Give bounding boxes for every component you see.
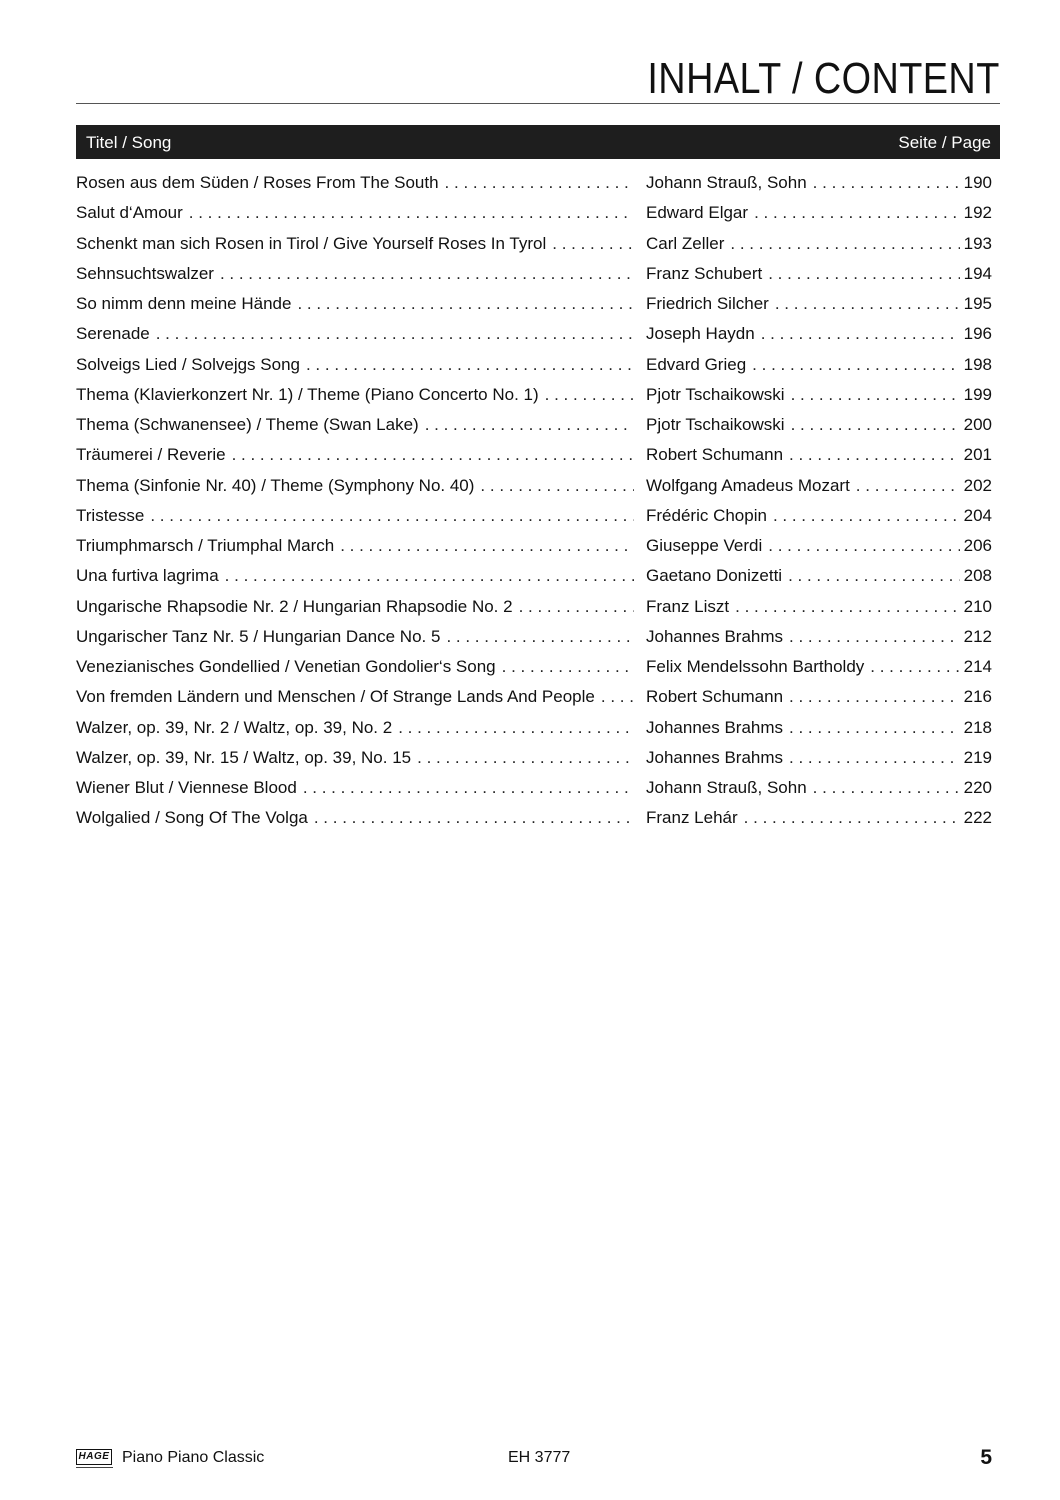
composer-name: Edvard Grieg — [646, 354, 747, 374]
toc-composer-cell — [646, 168, 964, 198]
toc-composer-cell — [646, 410, 964, 440]
dot-leader — [601, 682, 634, 712]
page-footer — [76, 1448, 992, 1470]
toc-title-cell — [76, 198, 638, 228]
dot-leader — [502, 652, 634, 682]
dot-leader — [856, 471, 960, 501]
song-title: Thema (Schwanensee) / Theme (Swan Lake) — [76, 415, 419, 434]
song-title: Walzer, op. 39, Nr. 2 / Waltz, op. 39, No. 2 — [76, 717, 393, 737]
composer-name: Gaetano Donizetti — [646, 566, 783, 586]
dot-leader — [813, 168, 960, 198]
page-number: 216 — [963, 687, 992, 707]
dot-leader — [156, 319, 634, 349]
toc-row — [76, 622, 992, 652]
toc-composer-cell — [646, 380, 964, 410]
toc-row — [76, 350, 992, 380]
toc-title-cell — [76, 229, 638, 259]
title-divider — [76, 103, 1000, 104]
song-title: Wolgalied / Song Of The Volga — [76, 808, 308, 828]
song-title: Träumerei / Reverie — [76, 445, 226, 465]
page-number: 206 — [963, 536, 992, 555]
toc-title-cell — [76, 713, 638, 743]
toc-row — [76, 289, 992, 319]
song-title: Solveigs Lied / Solvejgs Song — [76, 354, 300, 374]
dot-leader — [445, 168, 634, 198]
dot-leader — [789, 682, 960, 712]
composer-name: Giuseppe Verdi — [646, 536, 763, 555]
song-title: Wiener Blut / Viennese Blood — [76, 778, 297, 797]
toc-composer-cell — [646, 319, 964, 349]
dot-leader — [789, 743, 960, 773]
toc-title-cell — [76, 743, 638, 773]
dot-leader — [552, 229, 634, 259]
dot-leader — [761, 319, 960, 349]
toc-title-cell — [76, 440, 638, 470]
song-title: Sehnsuchtswalzer — [76, 263, 214, 283]
dot-leader — [773, 501, 960, 531]
dot-leader — [735, 592, 960, 622]
toc-title-cell — [76, 652, 638, 682]
dot-leader — [425, 410, 634, 440]
dot-leader — [519, 592, 634, 622]
song-title: Walzer, op. 39, Nr. 15 / Waltz, op. 39, No. 15 — [76, 747, 412, 767]
toc-composer-cell — [646, 289, 964, 319]
toc-title-cell — [76, 531, 638, 561]
toc-composer-cell — [646, 743, 964, 773]
page-title: INHALT / CONTENT — [647, 54, 1000, 103]
dot-leader — [813, 773, 960, 803]
toc-composer-cell — [646, 773, 964, 803]
dot-leader — [189, 198, 634, 228]
dot-leader — [744, 803, 960, 833]
column-header-title: Titel / Song — [86, 133, 172, 152]
toc-composer-cell — [646, 803, 964, 833]
toc-title-cell — [76, 289, 638, 319]
toc-composer-cell — [646, 229, 964, 259]
dot-leader — [870, 652, 960, 682]
dot-leader — [789, 713, 960, 743]
composer-name: Johannes Brahms — [646, 717, 784, 737]
toc-composer-cell — [646, 350, 964, 380]
composer-name: Johann Strauß, Sohn — [646, 173, 807, 192]
song-title: Una furtiva lagrima — [76, 566, 219, 586]
page-number: 220 — [963, 778, 992, 797]
composer-name: Johann Strauß, Sohn — [646, 778, 807, 797]
toc-row — [76, 531, 992, 561]
dot-leader — [297, 289, 634, 319]
page-number: 210 — [963, 596, 992, 616]
dot-leader — [768, 259, 960, 289]
song-title: Tristesse — [76, 505, 145, 525]
toc-composer-cell — [646, 531, 964, 561]
page-number: 199 — [963, 384, 992, 404]
footer-book-title: Piano Piano Classic — [122, 1449, 265, 1466]
dot-leader — [789, 440, 960, 470]
toc-composer-cell — [646, 561, 964, 591]
footer-catalog-code: EH 3777 — [508, 1449, 571, 1466]
toc-row — [76, 168, 992, 198]
page-number: 222 — [963, 808, 992, 828]
toc-title-cell — [76, 410, 638, 440]
toc-title-cell — [76, 501, 638, 531]
toc-title-cell — [76, 471, 638, 501]
composer-name: Pjotr Tschaikowski — [646, 384, 785, 404]
toc-title-cell — [76, 773, 638, 803]
song-title: Schenkt man sich Rosen in Tirol / Give Yourself Roses In Tyrol — [76, 233, 547, 253]
dot-leader — [752, 350, 960, 380]
toc-composer-cell — [646, 501, 964, 531]
toc-title-cell — [76, 803, 638, 833]
toc-row — [76, 410, 992, 440]
dot-leader — [232, 440, 634, 470]
toc-composer-cell — [646, 259, 964, 289]
composer-name: Pjotr Tschaikowski — [646, 415, 785, 434]
page-number: 198 — [963, 354, 992, 374]
page-number: 201 — [963, 445, 992, 465]
toc-title-cell — [76, 380, 638, 410]
page-number: 208 — [963, 566, 992, 586]
toc-composer-cell — [646, 622, 964, 652]
toc-row — [76, 803, 992, 833]
column-header-page: Seite / Page — [898, 133, 991, 152]
toc-title-cell — [76, 622, 638, 652]
toc-row — [76, 198, 992, 228]
composer-name: Felix Mendelssohn Bartholdy — [646, 657, 865, 676]
toc-composer-cell — [646, 440, 964, 470]
dot-leader — [340, 531, 634, 561]
dot-leader — [417, 743, 634, 773]
song-title: Salut d‘Amour — [76, 203, 183, 223]
song-title: Rosen aus dem Süden / Roses From The South — [76, 173, 439, 192]
toc-row — [76, 380, 992, 410]
toc-row — [76, 501, 992, 531]
page-number: 192 — [963, 203, 992, 223]
toc-title-cell — [76, 682, 638, 712]
toc-composer-cell — [646, 198, 964, 228]
page-number: 214 — [963, 657, 992, 676]
dot-leader — [398, 713, 634, 743]
dot-leader — [303, 773, 634, 803]
toc-row — [76, 682, 992, 712]
toc-row — [76, 652, 992, 682]
dot-leader — [789, 622, 960, 652]
toc-title-cell — [76, 319, 638, 349]
song-title: So nimm denn meine Hände — [76, 294, 292, 313]
composer-name: Joseph Haydn — [646, 324, 755, 344]
composer-name: Franz Schubert — [646, 263, 763, 283]
dot-leader — [775, 289, 960, 319]
toc-row — [76, 713, 992, 743]
dot-leader — [791, 380, 960, 410]
page-number: 212 — [963, 626, 992, 646]
toc-row — [76, 229, 992, 259]
publisher-logo: HAGE — [76, 1449, 112, 1465]
toc-composer-cell — [646, 471, 964, 501]
composer-name: Robert Schumann — [646, 445, 784, 465]
toc-row — [76, 440, 992, 470]
toc-row — [76, 561, 992, 591]
toc-title-cell — [76, 259, 638, 289]
logo-underline — [76, 1467, 113, 1468]
page-number: 202 — [963, 475, 992, 495]
dot-leader — [314, 803, 634, 833]
toc-composer-cell — [646, 682, 964, 712]
page-number: 190 — [963, 173, 992, 192]
toc-title-cell — [76, 168, 638, 198]
dot-leader — [768, 531, 960, 561]
footer-page-number: 5 — [980, 1446, 992, 1469]
composer-name: Wolfgang Amadeus Mozart — [646, 475, 850, 495]
dot-leader — [480, 471, 634, 501]
composer-name: Friedrich Silcher — [646, 294, 769, 313]
song-title: Serenade — [76, 324, 150, 344]
toc-title-cell — [76, 350, 638, 380]
page-number: 196 — [963, 324, 992, 344]
composer-name: Johannes Brahms — [646, 747, 784, 767]
song-title: Ungarische Rhapsodie Nr. 2 / Hungarian Rhapsodie No. 2 — [76, 596, 513, 616]
dot-leader — [545, 380, 634, 410]
composer-name: Johannes Brahms — [646, 626, 784, 646]
toc-composer-cell — [646, 652, 964, 682]
toc-row — [76, 743, 992, 773]
toc-row — [76, 319, 992, 349]
toc-title-cell — [76, 592, 638, 622]
dot-leader — [791, 410, 960, 440]
toc-row — [76, 773, 992, 803]
page-number: 195 — [963, 294, 992, 313]
dot-leader — [446, 622, 634, 652]
page-number: 219 — [963, 747, 992, 767]
toc-composer-cell — [646, 713, 964, 743]
dot-leader — [306, 350, 634, 380]
song-title: Von fremden Ländern und Menschen / Of Strange Lands And People — [76, 687, 595, 707]
composer-name: Robert Schumann — [646, 687, 784, 707]
song-title: Thema (Sinfonie Nr. 40) / Theme (Symphony No. 40) — [76, 475, 475, 495]
composer-name: Franz Liszt — [646, 596, 730, 616]
composer-name: Carl Zeller — [646, 233, 725, 253]
dot-leader — [788, 561, 960, 591]
dot-leader — [225, 561, 634, 591]
page-number: 218 — [963, 717, 992, 737]
composer-name: Edward Elgar — [646, 203, 749, 223]
dot-leader — [754, 198, 960, 228]
toc-row — [76, 259, 992, 289]
toc-table-header — [76, 125, 1000, 159]
dot-leader — [150, 501, 634, 531]
song-title: Venezianisches Gondellied / Venetian Gondolier‘s Song — [76, 657, 496, 676]
composer-name: Frédéric Chopin — [646, 505, 767, 525]
page-number: 194 — [963, 263, 992, 283]
dot-leader — [730, 229, 960, 259]
toc-list — [76, 168, 992, 834]
toc-composer-cell — [646, 592, 964, 622]
song-title: Triumphmarsch / Triumphal March — [76, 536, 335, 555]
toc-row — [76, 592, 992, 622]
page-number: 193 — [963, 233, 992, 253]
composer-name: Franz Lehár — [646, 808, 738, 828]
page-number: 204 — [963, 505, 992, 525]
toc-row — [76, 471, 992, 501]
song-title: Ungarischer Tanz Nr. 5 / Hungarian Dance No. 5 — [76, 626, 441, 646]
toc-title-cell — [76, 561, 638, 591]
song-title: Thema (Klavierkonzert Nr. 1) / Theme (Piano Concerto No. 1) — [76, 384, 539, 404]
page-number: 200 — [963, 415, 992, 434]
dot-leader — [220, 259, 634, 289]
